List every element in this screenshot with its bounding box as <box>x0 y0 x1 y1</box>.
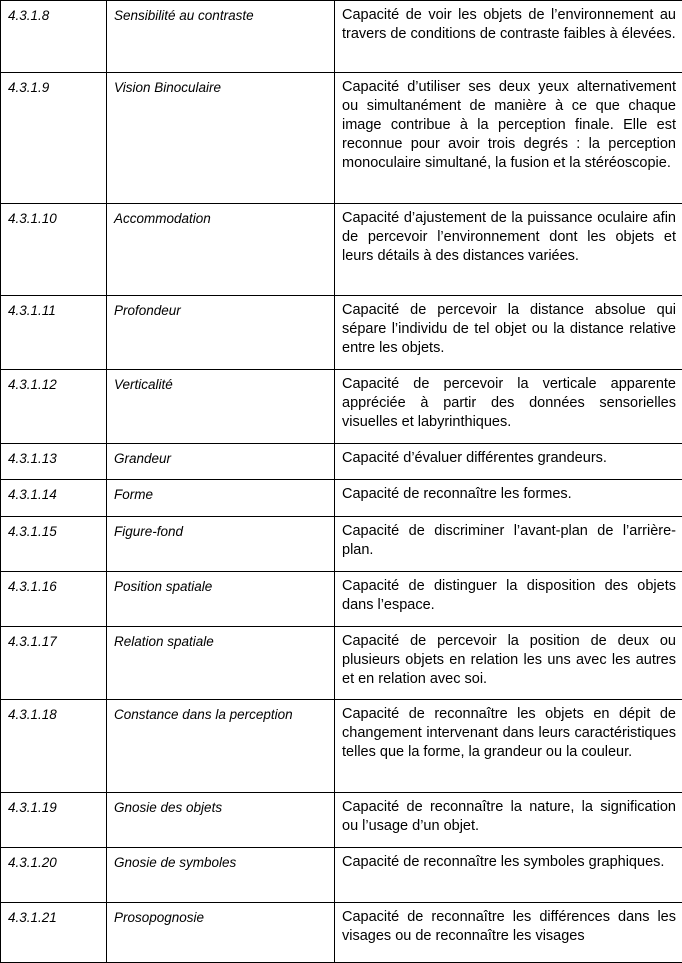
row-code: 4.3.1.19 <box>1 793 107 848</box>
row-term: Grandeur <box>107 444 335 480</box>
row-code: 4.3.1.8 <box>1 1 107 73</box>
table-row <box>1 444 682 480</box>
row-description: Capacité de reconnaître les objets en dépit de changement intervenant dans leurs caractéristiques telles que la forme, la grandeur ou la couleur. <box>335 700 682 793</box>
row-description: Capacité de reconnaître les symboles graphiques. <box>335 848 682 903</box>
row-term: Position spatiale <box>107 572 335 627</box>
row-code: 4.3.1.11 <box>1 296 107 370</box>
row-description: Capacité de voir les objets de l’environnement au travers de conditions de contraste faibles à élevées. <box>335 1 682 73</box>
row-description: Capacité d’utiliser ses deux yeux alternativement ou simultanément de manière à ce que chaque image contribue à la perception finale. Elle est reconnue pour avoir trois degrés : la perception monoculaire simultané, la fusion et la stéréoscopie. <box>335 73 682 204</box>
row-description: Capacité d’évaluer différentes grandeurs. <box>335 444 682 480</box>
row-description: Capacité de percevoir la position de deux ou plusieurs objets en relation les uns avec les autres et en relation avec soi. <box>335 627 682 700</box>
table-row <box>1 572 682 627</box>
row-code: 4.3.1.12 <box>1 370 107 444</box>
table-row <box>1 370 682 444</box>
row-code: 4.3.1.9 <box>1 73 107 204</box>
definitions-table-body <box>1 1 682 963</box>
row-description: Capacité de percevoir la verticale apparente appréciée à partir des données sensorielles visuelles et labyrinthiques. <box>335 370 682 444</box>
row-term: Accommodation <box>107 204 335 296</box>
table-row <box>1 848 682 903</box>
row-code: 4.3.1.17 <box>1 627 107 700</box>
row-term: Gnosie des objets <box>107 793 335 848</box>
row-description: Capacité de reconnaître la nature, la signification ou l’usage d’un objet. <box>335 793 682 848</box>
row-code: 4.3.1.16 <box>1 572 107 627</box>
table-row <box>1 73 682 204</box>
row-code: 4.3.1.21 <box>1 903 107 963</box>
row-term: Figure-fond <box>107 517 335 572</box>
row-code: 4.3.1.20 <box>1 848 107 903</box>
row-code: 4.3.1.18 <box>1 700 107 793</box>
row-description: Capacité de reconnaître les différences dans les visages ou de reconnaître les visages <box>335 903 682 963</box>
row-term: Relation spatiale <box>107 627 335 700</box>
row-description: Capacité d’ajustement de la puissance oculaire afin de percevoir l’environnement dont les objets et leurs détails à des distances variées. <box>335 204 682 296</box>
table-row <box>1 1 682 73</box>
row-term: Sensibilité au contraste <box>107 1 335 73</box>
table-row <box>1 700 682 793</box>
row-code: 4.3.1.14 <box>1 480 107 517</box>
table-row <box>1 627 682 700</box>
row-term: Profondeur <box>107 296 335 370</box>
row-code: 4.3.1.15 <box>1 517 107 572</box>
table-row <box>1 296 682 370</box>
row-term: Vision Binoculaire <box>107 73 335 204</box>
row-term: Forme <box>107 480 335 517</box>
table-row <box>1 517 682 572</box>
row-term: Constance dans la perception <box>107 700 335 793</box>
row-term: Gnosie de symboles <box>107 848 335 903</box>
row-description: Capacité de distinguer la disposition des objets dans l’espace. <box>335 572 682 627</box>
row-description: Capacité de discriminer l’avant-plan de l’arrière-plan. <box>335 517 682 572</box>
row-code: 4.3.1.10 <box>1 204 107 296</box>
row-term: Prosopognosie <box>107 903 335 963</box>
row-term: Verticalité <box>107 370 335 444</box>
table-row <box>1 903 682 963</box>
table-row <box>1 204 682 296</box>
row-code: 4.3.1.13 <box>1 444 107 480</box>
row-description: Capacité de reconnaître les formes. <box>335 480 682 517</box>
table-row <box>1 793 682 848</box>
table-row <box>1 480 682 517</box>
row-description: Capacité de percevoir la distance absolue qui sépare l’individu de tel objet ou la distance relative entre les objets. <box>335 296 682 370</box>
